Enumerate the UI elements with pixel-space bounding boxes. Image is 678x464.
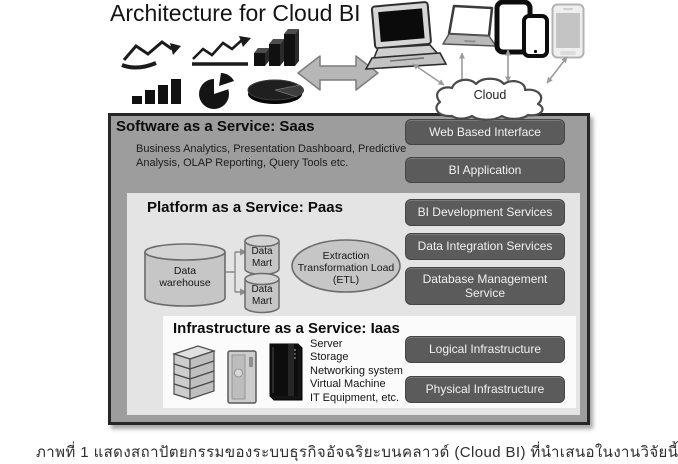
bi-development-services-pill: BI Development Services <box>405 199 565 226</box>
iaas-heading: Infrastructure as a Service: Iaas <box>173 320 400 337</box>
trend-line-chart-icon <box>120 36 182 70</box>
paas-heading: Platform as a Service: Paas <box>147 199 343 216</box>
data-warehouse-label: Data warehouse <box>159 265 211 290</box>
data-mart-top-label: Data Mart <box>251 246 273 269</box>
server-rack-icon <box>264 340 306 404</box>
saas-description: Business Analytics, Presentation Dashboard, Predictive Analysis, OLAP Reporting, Query Tools etc. <box>136 143 407 170</box>
saas-heading: Software as a Service: Saas <box>116 118 315 135</box>
iaas-component: Storage <box>310 351 349 364</box>
bar-chart-3d-icon <box>252 28 300 70</box>
page-title: Architecture for Cloud BI <box>110 0 361 26</box>
database-management-service-pill: Database Management Service <box>405 267 565 305</box>
etl-label: Extraction Transformation Load (ETL) <box>297 250 395 287</box>
iaas-component: IT Equipment, etc. <box>310 391 400 404</box>
cloud-label: Cloud <box>473 88 507 102</box>
bar-chart-icon <box>130 76 184 106</box>
bi-application-pill: BI Application <box>405 157 565 183</box>
web-based-interface-pill: Web Based Interface <box>405 119 565 145</box>
physical-infrastructure-pill: Physical Infrastructure <box>405 376 565 403</box>
iaas-component: Networking system <box>310 364 403 377</box>
iaas-component: Server <box>310 338 343 350</box>
saas-layer <box>108 113 590 425</box>
tower-pc-icon <box>226 349 260 405</box>
pie-chart-icon <box>192 72 246 110</box>
storage-array-icon <box>168 342 218 406</box>
logical-infrastructure-pill: Logical Infrastructure <box>405 336 565 363</box>
growth-line-chart-icon <box>188 34 252 68</box>
paas-layer <box>127 193 580 415</box>
iaas-component: Virtual Machine <box>310 378 386 391</box>
iaas-components-list <box>310 338 403 405</box>
caption-clipped: ภาพที่ 1 แสดงสถาปัตยกรรมของระบบธุรกิจอัจฉริยะบนคลาวด์ (Cloud BI) ที่นำเสนอในงานวิจัยนี้ <box>36 444 678 461</box>
iaas-layer <box>163 316 576 408</box>
data-integration-services-pill: Data Integration Services <box>405 233 565 260</box>
data-mart-bottom-label: Data Mart <box>251 284 273 307</box>
